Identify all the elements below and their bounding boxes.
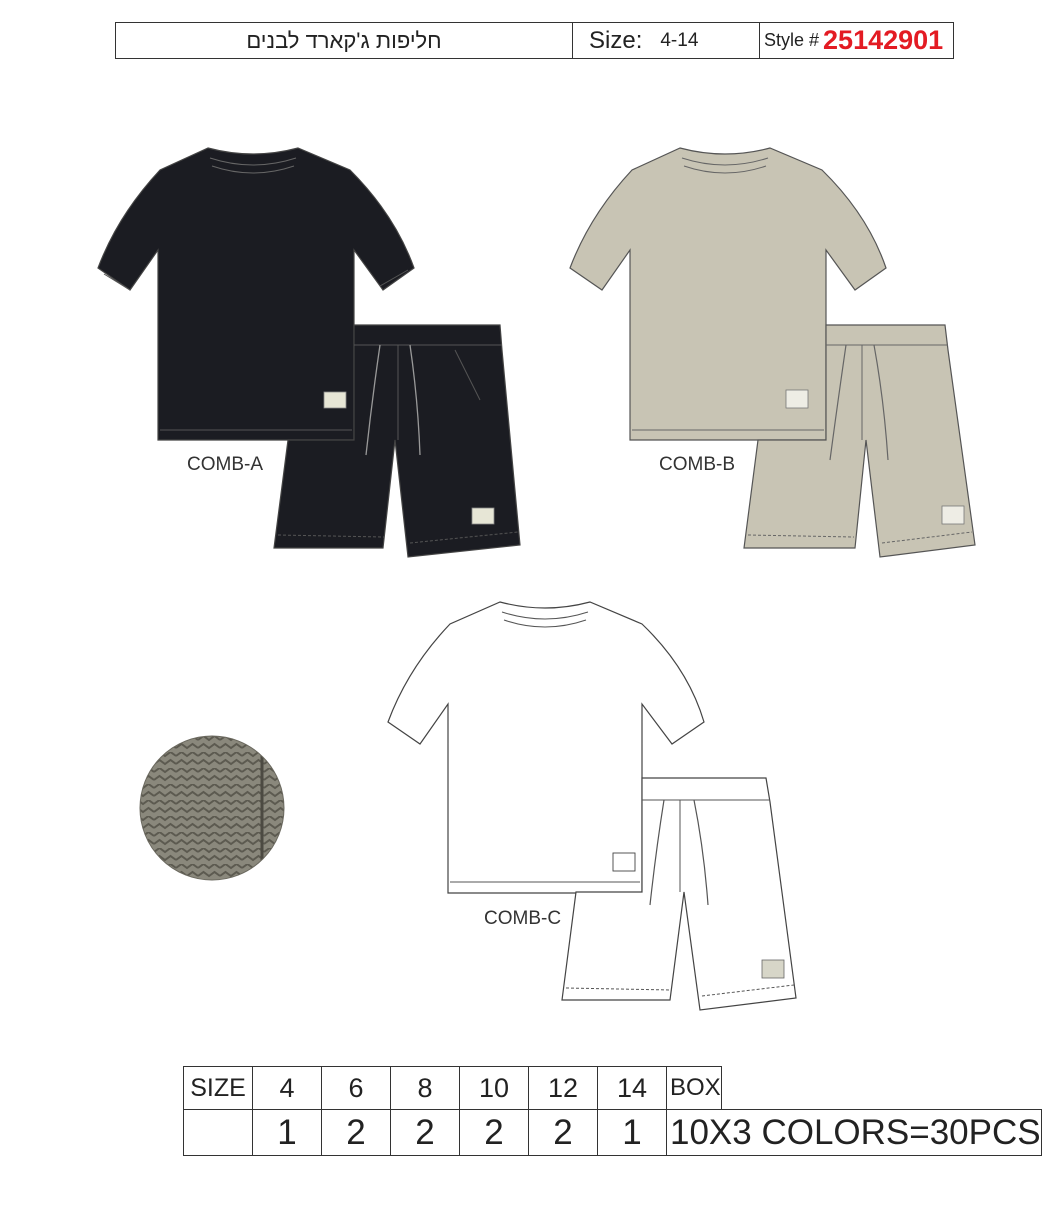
table-spacer <box>721 1067 1041 1110</box>
size-header: SIZE <box>184 1067 253 1110</box>
quantity-cell: 2 <box>460 1110 529 1156</box>
box-header: BOX <box>667 1067 722 1110</box>
size-value: 4-14 <box>660 29 699 51</box>
size-row <box>184 1067 1042 1110</box>
comb-c-label: COMB-C <box>484 908 562 929</box>
size-label: Size: <box>589 26 643 54</box>
size-breakdown-table <box>183 1066 1042 1156</box>
product-title: חליפות ג'קארד לבנים <box>116 23 573 58</box>
size-cell: 14 <box>598 1067 667 1110</box>
quantity-cell: 2 <box>529 1110 598 1156</box>
style-number: 25142901 <box>823 25 944 55</box>
fabric-swatch <box>140 736 284 880</box>
size-cell: 8 <box>391 1067 460 1110</box>
comb-b-label: COMB-B <box>659 454 735 475</box>
size-cell: 6 <box>322 1067 391 1110</box>
style-label: Style # <box>764 30 820 50</box>
quantity-cell: 2 <box>391 1110 460 1156</box>
size-cell: 10 <box>460 1067 529 1110</box>
quantity-cell: 1 <box>253 1110 322 1156</box>
comb-a-label: COMB-A <box>187 454 263 475</box>
box-value: 10X3 COLORS=30PCS <box>667 1110 1042 1156</box>
size-cell: 12 <box>529 1067 598 1110</box>
quantity-row <box>184 1110 1042 1156</box>
quantity-cell: 1 <box>598 1110 667 1156</box>
quantity-label-cell <box>184 1110 253 1156</box>
quantity-cell: 2 <box>322 1110 391 1156</box>
size-cell: 4 <box>253 1067 322 1110</box>
